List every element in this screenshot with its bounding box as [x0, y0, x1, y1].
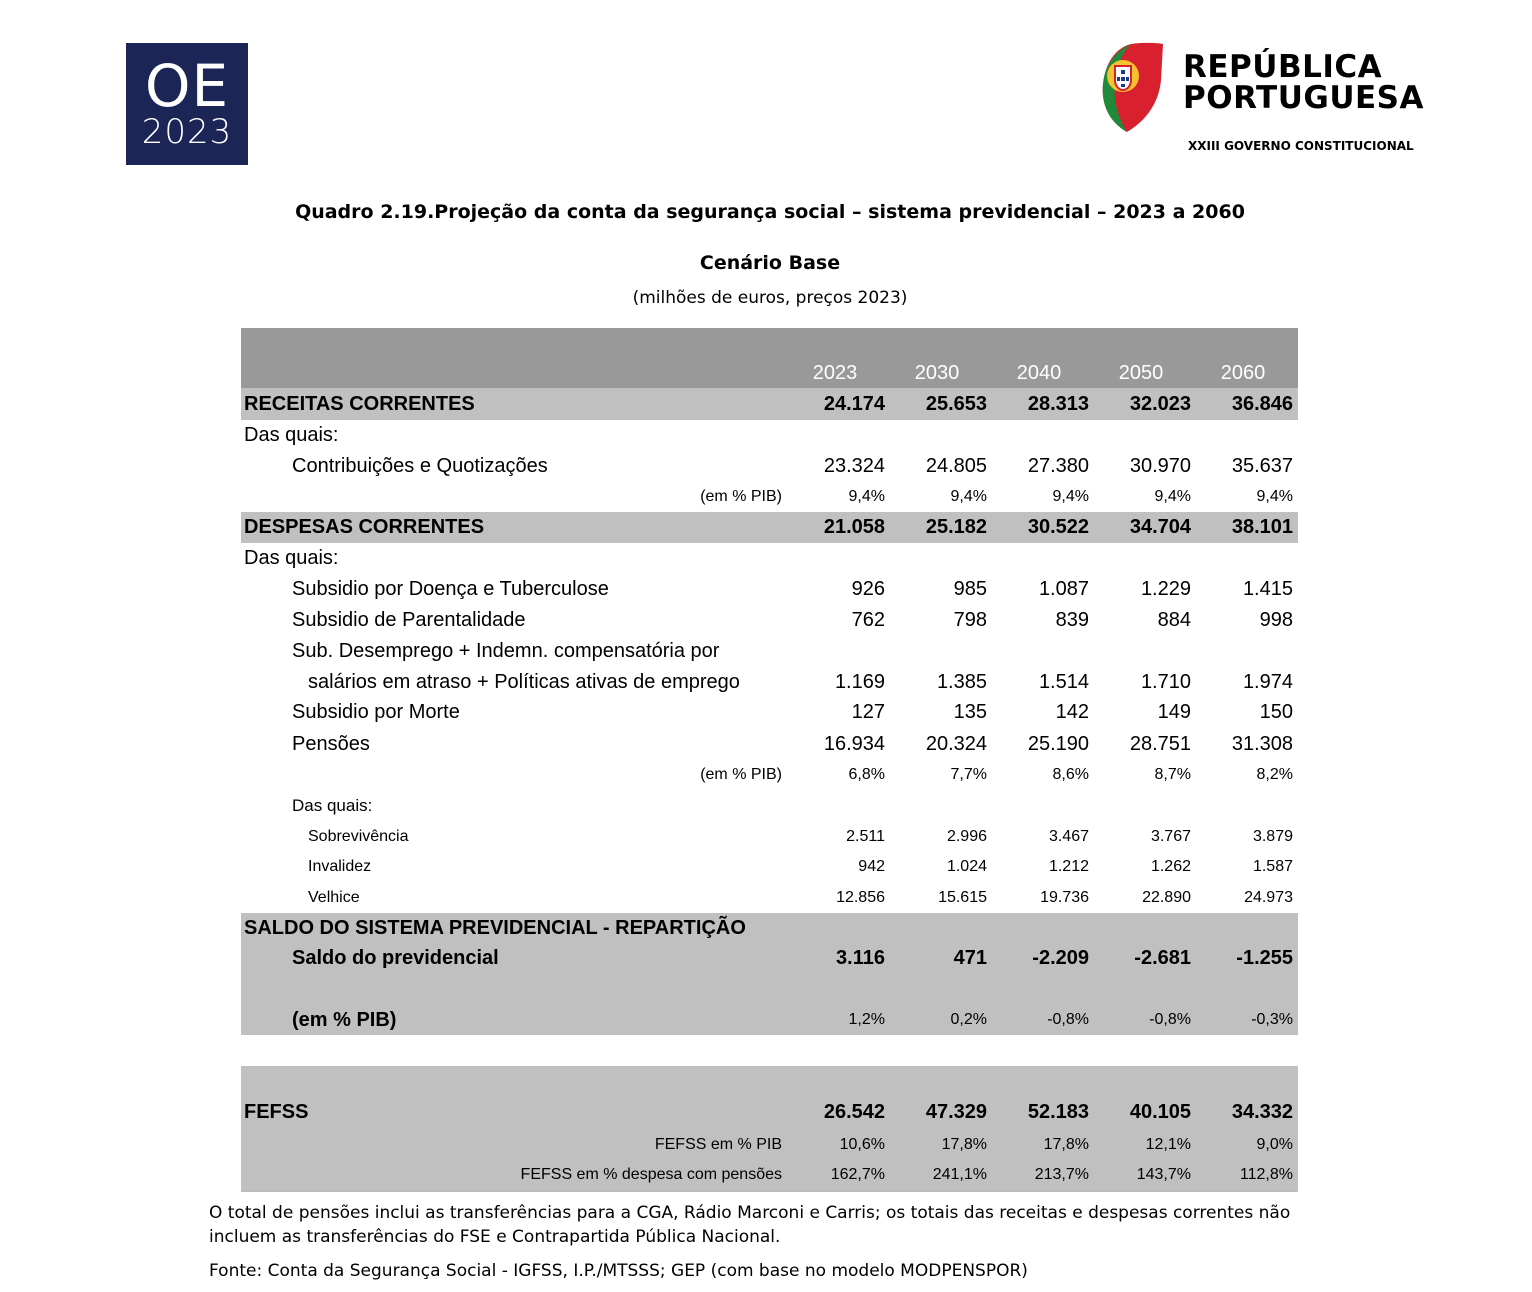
- fefss-table: [241, 1066, 1298, 1192]
- cell-value: 22.890: [1142, 889, 1191, 906]
- cell-value: 30.970: [1129, 455, 1191, 477]
- cell-value: 9,4%: [848, 488, 885, 505]
- cell-value: 47.329: [925, 1101, 987, 1123]
- cell-value: -2.209: [1032, 947, 1089, 969]
- cell-value: 24.174: [823, 393, 885, 415]
- cell-value: 8,6%: [1052, 766, 1089, 783]
- rp-logo-line1: REPÚBLICA: [1183, 49, 1383, 85]
- cell-value: 1.415: [1242, 578, 1293, 600]
- row-label: Subsidio por Doença e Tuberculose: [292, 578, 609, 600]
- cell-value: 9,4%: [1154, 488, 1191, 505]
- cell-value: 28.751: [1129, 733, 1191, 755]
- row-label: (em % PIB): [700, 488, 782, 505]
- year-header: 2023: [812, 362, 858, 384]
- year-header: 2030: [914, 362, 960, 384]
- table-block-saldo: [241, 913, 1298, 1035]
- oe-logo-year: 2023: [141, 112, 233, 152]
- table-header-row: [241, 328, 1298, 388]
- table-row-pensoes-pib: [241, 760, 1298, 790]
- cell-value: 2.996: [946, 828, 987, 845]
- table-row-das-quais: [241, 543, 1298, 573]
- table-units: (milhões de euros, preços 2023): [632, 288, 908, 308]
- cell-value: 52.183: [1027, 1101, 1089, 1123]
- cell-value: 150: [1259, 701, 1293, 723]
- cell-value: 1.710: [1140, 671, 1191, 693]
- table-row-invalidez: [241, 852, 1298, 882]
- cell-value: 8,7%: [1154, 766, 1191, 783]
- cell-value: 12,1%: [1145, 1136, 1191, 1153]
- cell-value: 24.973: [1244, 889, 1293, 906]
- table-row-desemprego: [241, 667, 1298, 697]
- cell-value: 471: [953, 947, 987, 969]
- table-row-velhice: [241, 883, 1298, 913]
- cell-value: 1.212: [1048, 858, 1089, 875]
- cell-value: 7,7%: [950, 766, 987, 783]
- cell-value: 38.101: [1231, 516, 1293, 538]
- cell-value: 142: [1055, 701, 1089, 723]
- cell-value: 162,7%: [830, 1166, 885, 1183]
- cell-value: 25.653: [925, 393, 987, 415]
- rp-logo-government: XXIII GOVERNO CONSTITUCIONAL: [1188, 139, 1414, 153]
- cell-value: 25.190: [1027, 733, 1089, 755]
- cell-value: 1.229: [1140, 578, 1191, 600]
- oe-logo-text: OE: [144, 52, 230, 120]
- cell-value: 34.704: [1129, 516, 1191, 538]
- table-row-contrib-pib: [241, 482, 1298, 512]
- rp-logo-name: [1183, 49, 1424, 116]
- cell-value: 798: [953, 609, 987, 631]
- table-row-morte: [241, 697, 1298, 727]
- cell-value: 23.324: [823, 455, 885, 477]
- cell-value: 40.105: [1129, 1101, 1191, 1123]
- cell-value: 26.542: [823, 1101, 885, 1123]
- cell-value: -0,8%: [1149, 1011, 1191, 1028]
- cell-value: 884: [1157, 609, 1191, 631]
- cell-value: 6,8%: [848, 766, 885, 783]
- row-label: Subsidio de Parentalidade: [292, 609, 526, 631]
- year-header: 2040: [1016, 362, 1062, 384]
- cell-value: 998: [1259, 609, 1293, 631]
- cell-value: 9,4%: [950, 488, 987, 505]
- cell-value: -0,3%: [1251, 1011, 1293, 1028]
- year-header: 2060: [1220, 362, 1266, 384]
- cell-value: -0,8%: [1047, 1011, 1089, 1028]
- cell-value: 19.736: [1040, 889, 1089, 906]
- table-row-parentalidade: [241, 605, 1298, 635]
- year-header: 2050: [1118, 362, 1164, 384]
- cell-value: -2.681: [1134, 947, 1191, 969]
- cell-value: 942: [858, 858, 885, 875]
- table-row-despesas: [241, 512, 1298, 543]
- cell-value: 1.169: [834, 671, 885, 693]
- cell-value: 1,2%: [848, 1011, 885, 1028]
- cell-value: 1.087: [1038, 578, 1089, 600]
- cell-value: 2.511: [846, 828, 885, 845]
- row-label: FEFSS em % despesa com pensões: [520, 1166, 782, 1183]
- table-row-doenca: [241, 574, 1298, 604]
- cell-value: 0,2%: [950, 1011, 987, 1028]
- cell-value: 9,4%: [1256, 488, 1293, 505]
- cell-value: 127: [851, 701, 885, 723]
- row-label: FEFSS: [244, 1101, 309, 1123]
- row-label: Velhice: [308, 889, 360, 906]
- table-source: Fonte: Conta da Segurança Social - IGFSS, I.P./MTSSS; GEP (com base no modelo MODPENSPOR): [209, 1261, 1028, 1281]
- cell-value: 30.522: [1027, 516, 1089, 538]
- table-row-receitas: [241, 388, 1298, 420]
- row-label: SALDO DO SISTEMA PREVIDENCIAL - REPARTIÇÃO: [244, 917, 746, 939]
- oe-2023-logo: [126, 43, 248, 165]
- cell-value: 15.615: [938, 889, 987, 906]
- projection-table: [241, 328, 1298, 1038]
- cell-value: 143,7%: [1136, 1166, 1191, 1183]
- cell-value: 27.380: [1027, 455, 1089, 477]
- cell-value: 1.587: [1252, 858, 1293, 875]
- cell-value: 112,8%: [1239, 1166, 1293, 1183]
- cell-value: 8,2%: [1256, 766, 1293, 783]
- row-label: Sub. Desemprego + Indemn. compensatória por: [292, 640, 720, 662]
- table-row-das-quais: [241, 791, 1298, 821]
- table-notes: O total de pensões inclui as transferências para a CGA, Rádio Marconi e Carris; os totais das receitas e despesas correntes não incluem as transferências do FSE e Contrapartida Pública Nacional.: [209, 1203, 1291, 1247]
- cell-value: 985: [953, 578, 987, 600]
- cell-value: 762: [851, 609, 885, 631]
- republica-portuguesa-logo: [1097, 40, 1424, 160]
- rp-logo-line2: PORTUGUESA: [1183, 80, 1424, 116]
- row-label: Das quais:: [292, 796, 373, 815]
- cell-value: 32.023: [1129, 393, 1191, 415]
- cell-value: 36.846: [1231, 393, 1293, 415]
- cell-value: 3.116: [836, 947, 885, 969]
- portugal-emblem-icon: [1097, 40, 1167, 134]
- table-row-contribuicoes: [241, 451, 1298, 481]
- cell-value: 839: [1055, 609, 1089, 631]
- cell-value: 12.856: [836, 889, 885, 906]
- cell-value: 1.024: [946, 858, 987, 875]
- cell-value: 3.767: [1150, 828, 1191, 845]
- cell-value: 1.514: [1038, 671, 1089, 693]
- row-label: Saldo do previdencial: [292, 947, 499, 969]
- cell-value: 16.934: [823, 733, 885, 755]
- table-subtitle: Cenário Base: [699, 252, 841, 274]
- row-label: Pensões: [292, 733, 370, 755]
- cell-value: 21.058: [823, 516, 885, 538]
- cell-value: 241,1%: [932, 1166, 987, 1183]
- table-title: Quadro 2.19.Projeção da conta da segurança social – sistema previdencial – 2023 a 2060: [295, 201, 1245, 223]
- row-label: salários em atraso + Políticas ativas de emprego: [308, 671, 740, 693]
- cell-value: 24.805: [925, 455, 987, 477]
- row-label: FEFSS em % PIB: [654, 1136, 782, 1153]
- row-label: Das quais:: [244, 424, 339, 446]
- cell-value: 31.308: [1231, 733, 1293, 755]
- row-label: Sobrevivência: [308, 828, 409, 845]
- cell-value: 3.467: [1048, 828, 1089, 845]
- row-label: Subsidio por Morte: [292, 701, 460, 723]
- cell-value: 1.262: [1150, 858, 1191, 875]
- cell-value: 20.324: [925, 733, 987, 755]
- cell-value: 3.879: [1252, 828, 1293, 845]
- row-label: (em % PIB): [292, 1009, 397, 1031]
- cell-value: 135: [953, 701, 987, 723]
- cell-value: 9,4%: [1052, 488, 1089, 505]
- cell-value: 28.313: [1027, 393, 1089, 415]
- row-label: DESPESAS CORRENTES: [244, 516, 485, 538]
- cell-value: 9,0%: [1256, 1136, 1293, 1153]
- row-label: RECEITAS CORRENTES: [244, 393, 475, 415]
- cell-value: 17,8%: [1043, 1136, 1089, 1153]
- cell-value: -1.255: [1236, 947, 1293, 969]
- table-row-desemprego-line1: [241, 636, 1298, 666]
- table-row-pensoes: [241, 729, 1298, 759]
- cell-value: 1.385: [936, 671, 987, 693]
- table-row-sobrevivencia: [241, 822, 1298, 852]
- row-label: Contribuições e Quotizações: [292, 455, 548, 477]
- table-row-das-quais: [241, 420, 1298, 450]
- cell-value: 25.182: [925, 516, 987, 538]
- row-label: (em % PIB): [700, 766, 782, 783]
- row-label: Invalidez: [308, 858, 372, 875]
- cell-value: 213,7%: [1034, 1166, 1089, 1183]
- cell-value: 1.974: [1242, 671, 1293, 693]
- cell-value: 926: [851, 578, 885, 600]
- cell-value: 17,8%: [941, 1136, 987, 1153]
- cell-value: 35.637: [1231, 455, 1293, 477]
- row-label: Das quais:: [244, 547, 339, 569]
- cell-value: 149: [1157, 701, 1191, 723]
- cell-value: 10,6%: [839, 1136, 885, 1153]
- cell-value: 34.332: [1231, 1101, 1293, 1123]
